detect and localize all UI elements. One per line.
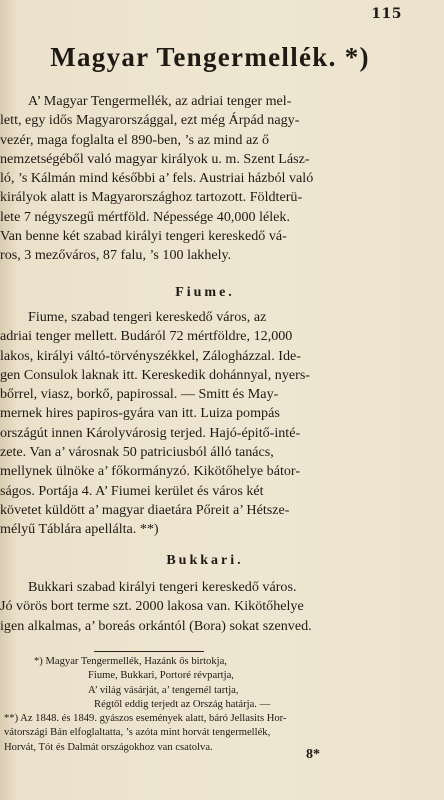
footnote-line: A’ világ vásárját, a’ tengernél tartja, (88, 684, 239, 696)
fiume-line: bőrrel, viasz, borkő, papirossal. — Smitt és May- (0, 386, 279, 403)
bukkari-line: Jó vörös bort terme szt. 2000 lakosa van. Kikötőhelye (0, 598, 304, 615)
fiume-line: lakos, királyi váltó-törvényszékkel, Zálogházzal. Ide- (0, 347, 301, 364)
fiume-line: adriai tenger mellett. Budáról 72 mértföldre, 12,000 (0, 328, 293, 345)
fiume-line: gen Consulok laknak itt. Kereskedik dohánnyal, nyers- (0, 366, 310, 383)
footnote-line: Régtől eddig terjedt az Ország határja. — (94, 698, 271, 710)
fiume-line: Fiume, szabad tengeri kereskedő város, az (28, 309, 267, 325)
page-title: Magyar Tengermellék. *) (50, 42, 370, 72)
signature-mark: 8* (306, 747, 320, 762)
fiume-line: követet küldött a’ magyar diaetára Pőreit a’ Hétsze- (0, 501, 290, 518)
bukkari-paragraph (0, 578, 410, 636)
fiume-line: ságos. Portája 4. A’ Fiumei kerület és város két (0, 482, 264, 499)
intro-line: vezér, maga foglalta el 890-ben, ’s az mind az ő (0, 131, 270, 148)
intro-line: A’ Magyar Tengermellék, az adriai tenger mel- (28, 93, 292, 109)
section-heading-bukkari: Bukkari. (166, 553, 244, 568)
footnote-divider (94, 651, 204, 652)
fiume-line: mernek hires papiros-gyára van itt. Luiza pompás (0, 405, 280, 422)
page-number: 115 (371, 6, 402, 22)
fiume-line: országút innen Károlyvárosig terjed. Hajó-épitő-inté- (0, 424, 301, 441)
section-heading-fiume: Fiume. (175, 285, 235, 300)
intro-line: lett, egy idős Magyarországgal, ezt még Árpád nagy- (0, 112, 300, 129)
intro-line: Van benne két szabad királyi tengeri kereskedő vá- (0, 228, 287, 245)
fiume-line: zete. Van a’ városnak 50 patriciusból álló tanács, (0, 444, 274, 461)
fiume-paragraph (0, 308, 410, 540)
footnote-line: Horvát, Tót és Dalmát országokhoz van csatolva. (4, 741, 213, 753)
intro-line: nemzetségéből való magyar királyok u. m. Szent Lász- (0, 150, 310, 167)
intro-line: lete 7 négyszegű mértföld. Népessége 40,000 lélek. (0, 208, 291, 225)
intro-paragraph (0, 92, 410, 266)
footnotes (0, 655, 410, 755)
intro-line: ló, ’s Kálmán mind későbbi a’ fels. Austriai házból való (0, 170, 314, 187)
fiume-line: mélyű Táblára apellálta. **) (0, 521, 159, 538)
footnote-line: vátországi Bán elfoglaltatta, ’s azóta mint horvát tengermellék, (4, 727, 271, 739)
intro-line: királyok alatt is Magyarországhoz tartozott. Földterü- (0, 189, 303, 206)
fiume-line: mellynek ülnöke a’ főkormányzó. Kikötőhelye bátor- (0, 463, 301, 480)
bukkari-line: Bukkari szabad királyi tengeri kereskedő város. (28, 579, 297, 595)
footnote-line: **) Az 1848. és 1849. gyászos események alatt, báró Jellasits Hor- (4, 713, 287, 725)
intro-line: ros, 3 mezőváros, 87 falu, ’s 100 lakhely. (0, 247, 232, 264)
footnote-line: Fiume, Bukkari, Portoré révpartja, (88, 670, 234, 682)
bukkari-line: igen alkalmas, a’ boreás orkántól (Bora) sokat szenved. (0, 617, 312, 634)
footnote-line: *) Magyar Tengermellék, Hazánk ős birtokja, (34, 656, 227, 667)
